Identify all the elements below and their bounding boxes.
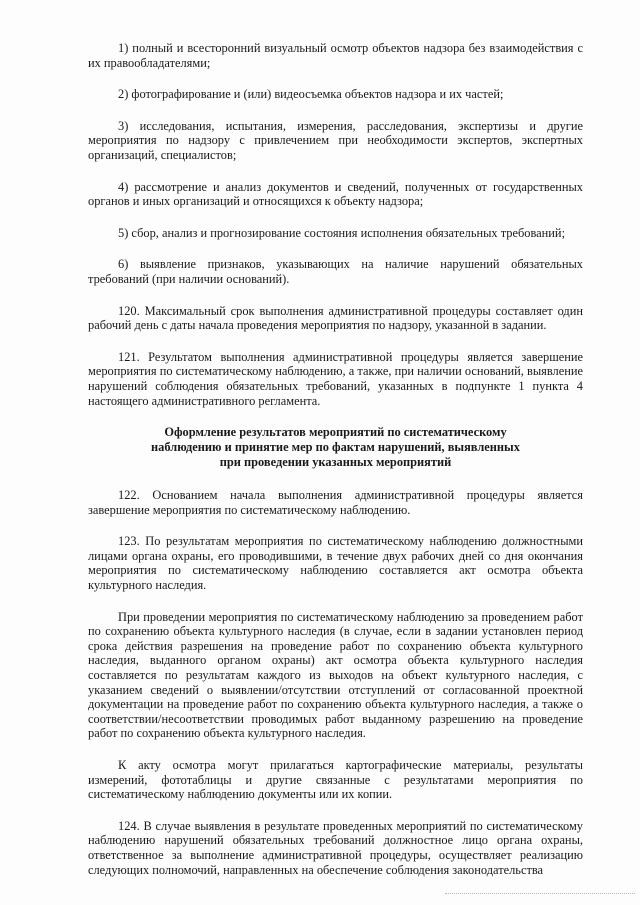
- section-heading-line-2: наблюдению и принятие мер по фактам нарушений, выявленных: [151, 440, 520, 455]
- paragraph-121: 121. Результатом выполнения административной процедуры является завершение мероприятия по систематическому наблюдению, а также, при наличии оснований, выявление нарушений соблюдения обязательных требований, указанных в подпункте 1 пункта 4 настоящего административного регламента.: [88, 349, 583, 408]
- document-body: [88, 41, 583, 894]
- section-heading-line-3: при проведении указанных мероприятий: [219, 455, 452, 470]
- paragraph-item-1: 1) полный и всесторонний визуальный осмотр объектов надзора без взаимодействия с их правообладателями;: [88, 41, 583, 70]
- paragraph-item-3: 3) исследования, испытания, измерения, расследования, экспертизы и другие мероприятия по надзору с привлечением при необходимости экспертов, экспертных организаций, специалистов;: [88, 118, 583, 162]
- paragraph-123: 123. По результатам мероприятия по систематическому наблюдению должностными лицами органа охраны, его проводившими, в течение двух рабочих дней со дня окончания мероприятия по систематическому наблюдению составляется акт осмотра объекта культурного наследия.: [88, 534, 583, 593]
- paragraph-item-4: 4) рассмотрение и анализ документов и сведений, полученных от государственных органов и иных организаций и относящихся к объекту надзора;: [88, 179, 583, 209]
- paragraph-item-5: 5) сбор, анализ и прогнозирование состояния исполнения обязательных требований;: [118, 225, 566, 240]
- scan-edge-line: [445, 893, 635, 895]
- paragraph-attachments: К акту осмотра могут прилагаться картографические материалы, результаты измерений, фототаблицы и другие связанные с результатами мероприятия по систематическому наблюдению документы или их копии.: [88, 758, 583, 802]
- section-heading: [88, 425, 583, 470]
- paragraph-inspection-act: При проведении мероприятия по систематическому наблюдению за проведением работ по сохранению объекта культурного наследия (в случае, если в задании установлен период срока действия разрешения на проведение работ по сохранению объекта культурного наследия, выданного органом охраны) акт осмотра объекта культурного наследия составляется по результатам каждого из выходов на объект культурного наследия, с указанием сведений о выявлении/отсутствии отступлений от согласованной проектной документации на проведение работ по сохранению объекта культурного наследия, а также о соответствии/несоответствии проводимых работ выданному разрешению на проведение работ по сохранению объекта культурного наследия.: [88, 609, 583, 741]
- paragraph-124: 124. В случае выявления в результате проведенных мероприятий по систематическому наблюдению нарушений обязательных требований должностное лицо органа охраны, ответственное за выполнение административной процедуры, осуществляет реализацию следующих полномочий, направленных на обеспечение соблюдения законодательства: [88, 818, 583, 877]
- paragraph-item-2: 2) фотографирование и (или) видеосъемка объектов надзора и их частей;: [118, 87, 504, 102]
- paragraph-item-6: 6) выявление признаков, указывающих на наличие нарушений обязательных требований (при наличии оснований).: [88, 257, 583, 286]
- section-heading-line-1: Оформление результатов мероприятий по систематическому: [164, 425, 507, 440]
- paragraph-122: 122. Основанием начала выполнения административной процедуры является завершение мероприятия по систематическому наблюдению.: [88, 488, 583, 517]
- paragraph-120: 120. Максимальный срок выполнения административной процедуры составляет один рабочий день с даты начала проведения мероприятия по надзору, указанной в задании.: [88, 303, 583, 333]
